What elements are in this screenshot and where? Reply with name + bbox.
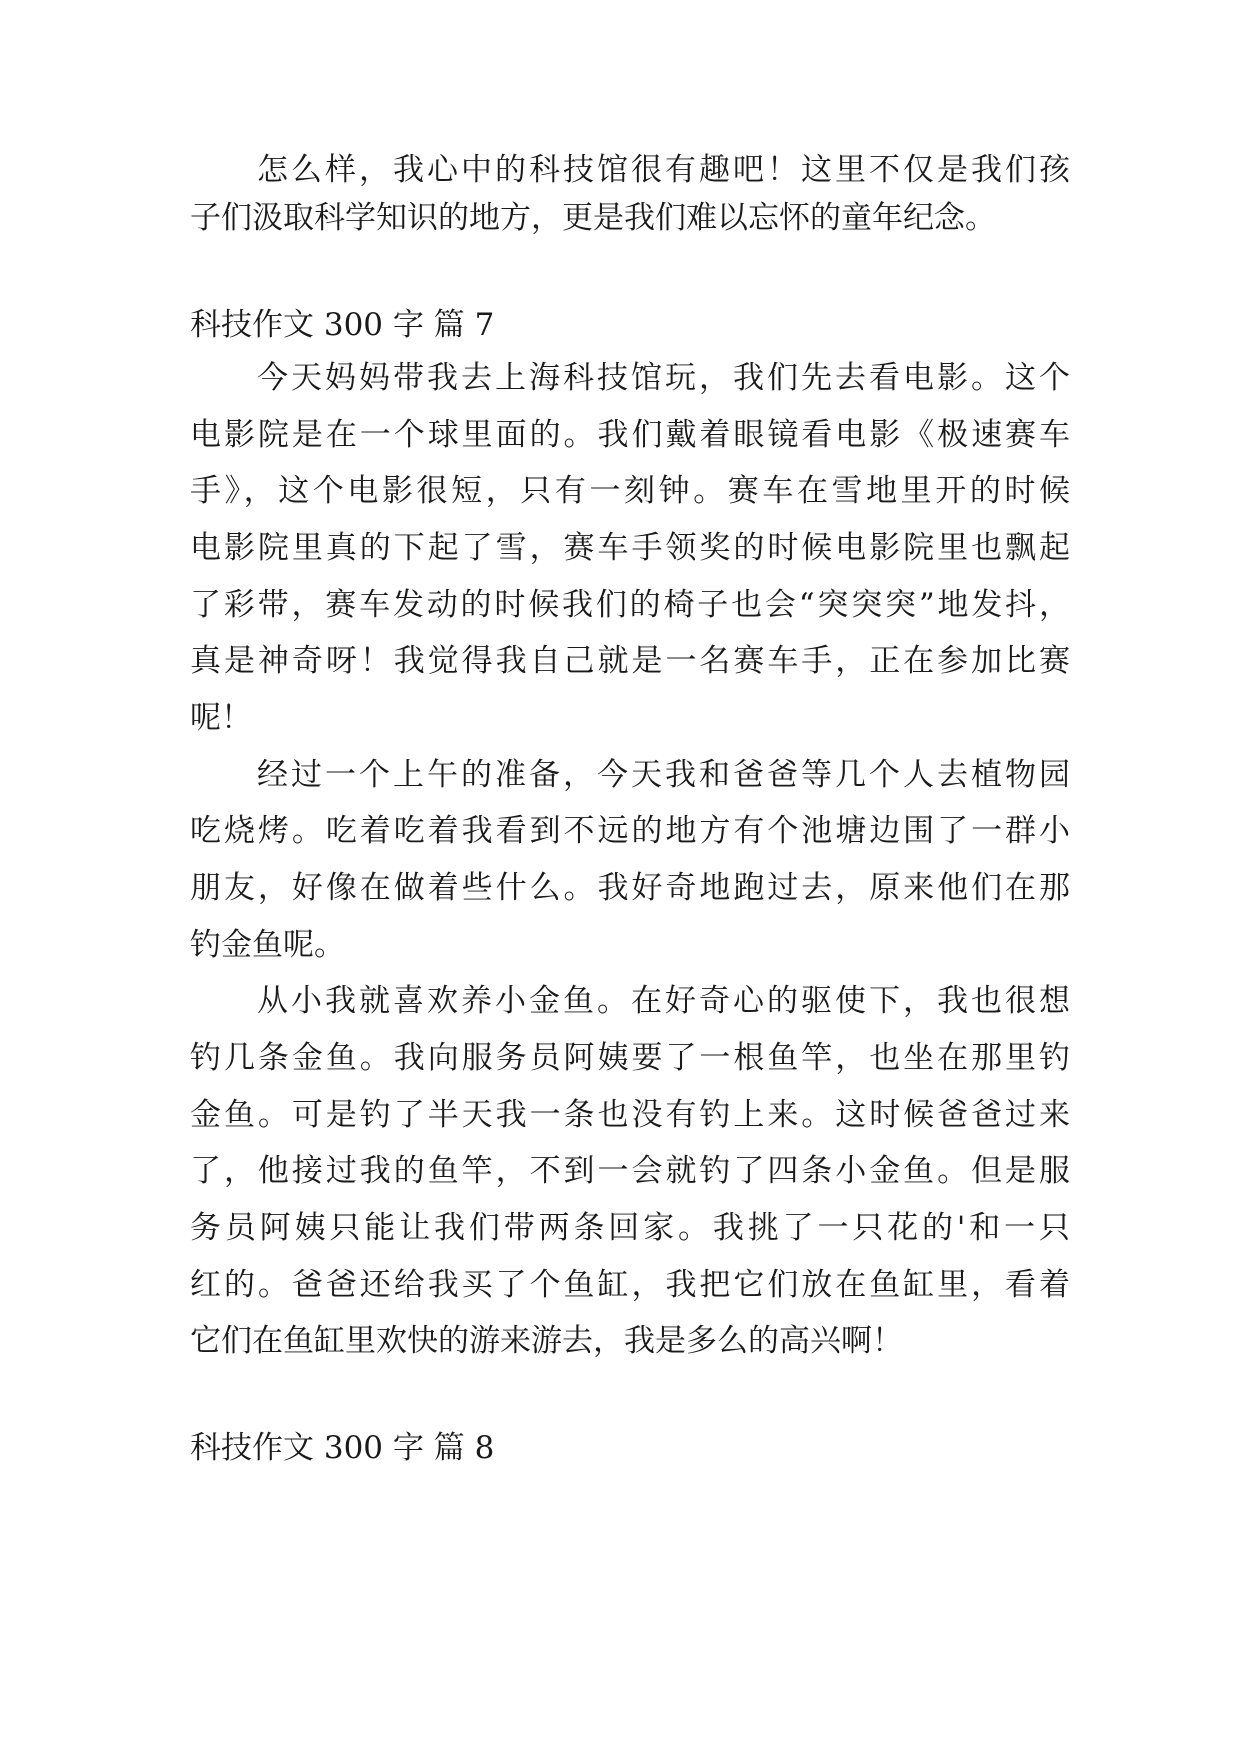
paragraph-3-line-3: 朋友，好像在做着些什么。我好奇地跑过去，原来他们在那 [190,870,1070,906]
paragraph-2-line-6: 真是神奇呀！我觉得我自己就是一名赛车手，正在参加比赛 [190,643,1070,679]
paragraph-4-line-3: 金鱼。可是钓了半天我一条也没有钓上来。这时候爸爸过来 [190,1097,1070,1133]
paragraph-4-line-7: 它们在鱼缸里欢快的游来游去，我是多么的高兴啊！ [190,1323,903,1359]
paragraph-4-line-6: 红的。爸爸还给我买了个鱼缸，我把它们放在鱼缸里，看着 [190,1267,1070,1303]
paragraph-3-line-4: 钓金鱼呢。 [190,927,345,963]
paragraph-1-line-1: 怎么样，我心中的科技馆很有趣吧！这里不仅是我们孩 [257,152,1070,188]
paragraph-2-line-1: 今天妈妈带我去上海科技馆玩，我们先去看电影。这个 [257,360,1070,396]
paragraph-1-line-2: 子们汲取科学知识的地方，更是我们难以忘怀的童年纪念。 [190,200,996,236]
paragraph-3-line-1: 经过一个上午的准备，今天我和爸爸等几个人去植物园 [257,757,1070,793]
paragraph-4-line-1: 从小我就喜欢养小金鱼。在好奇心的驱使下，我也很想 [257,983,1070,1019]
section-heading-8: 科技作文 300 字 篇 8 [190,1430,495,1466]
paragraph-3-line-2: 吃烧烤。吃着吃着我看到不远的地方有个池塘边围了一群小 [190,813,1070,849]
paragraph-4-line-5: 务员阿姨只能让我们带两条回家。我挑了一只花的'和一只 [190,1210,1070,1246]
paragraph-2-line-2: 电影院是在一个球里面的。我们戴着眼镜看电影《极速赛车 [190,417,1070,453]
paragraph-2-line-7: 呢！ [190,700,252,736]
section-heading-7: 科技作文 300 字 篇 7 [190,307,495,343]
paragraph-4-line-4: 了，他接过我的鱼竿，不到一会就钓了四条小金鱼。但是服 [190,1153,1070,1189]
paragraph-2-line-5: 了彩带，赛车发动的时候我们的椅子也会“突突突”地发抖， [190,587,1070,623]
paragraph-2-line-3: 手》，这个电影很短，只有一刻钟。赛车在雪地里开的时候 [190,473,1070,509]
paragraph-4-line-2: 钓几条金鱼。我向服务员阿姨要了一根鱼竿，也坐在那里钓 [190,1040,1070,1076]
paragraph-2-line-4: 电影院里真的下起了雪，赛车手领奖的时候电影院里也飘起 [190,530,1070,566]
